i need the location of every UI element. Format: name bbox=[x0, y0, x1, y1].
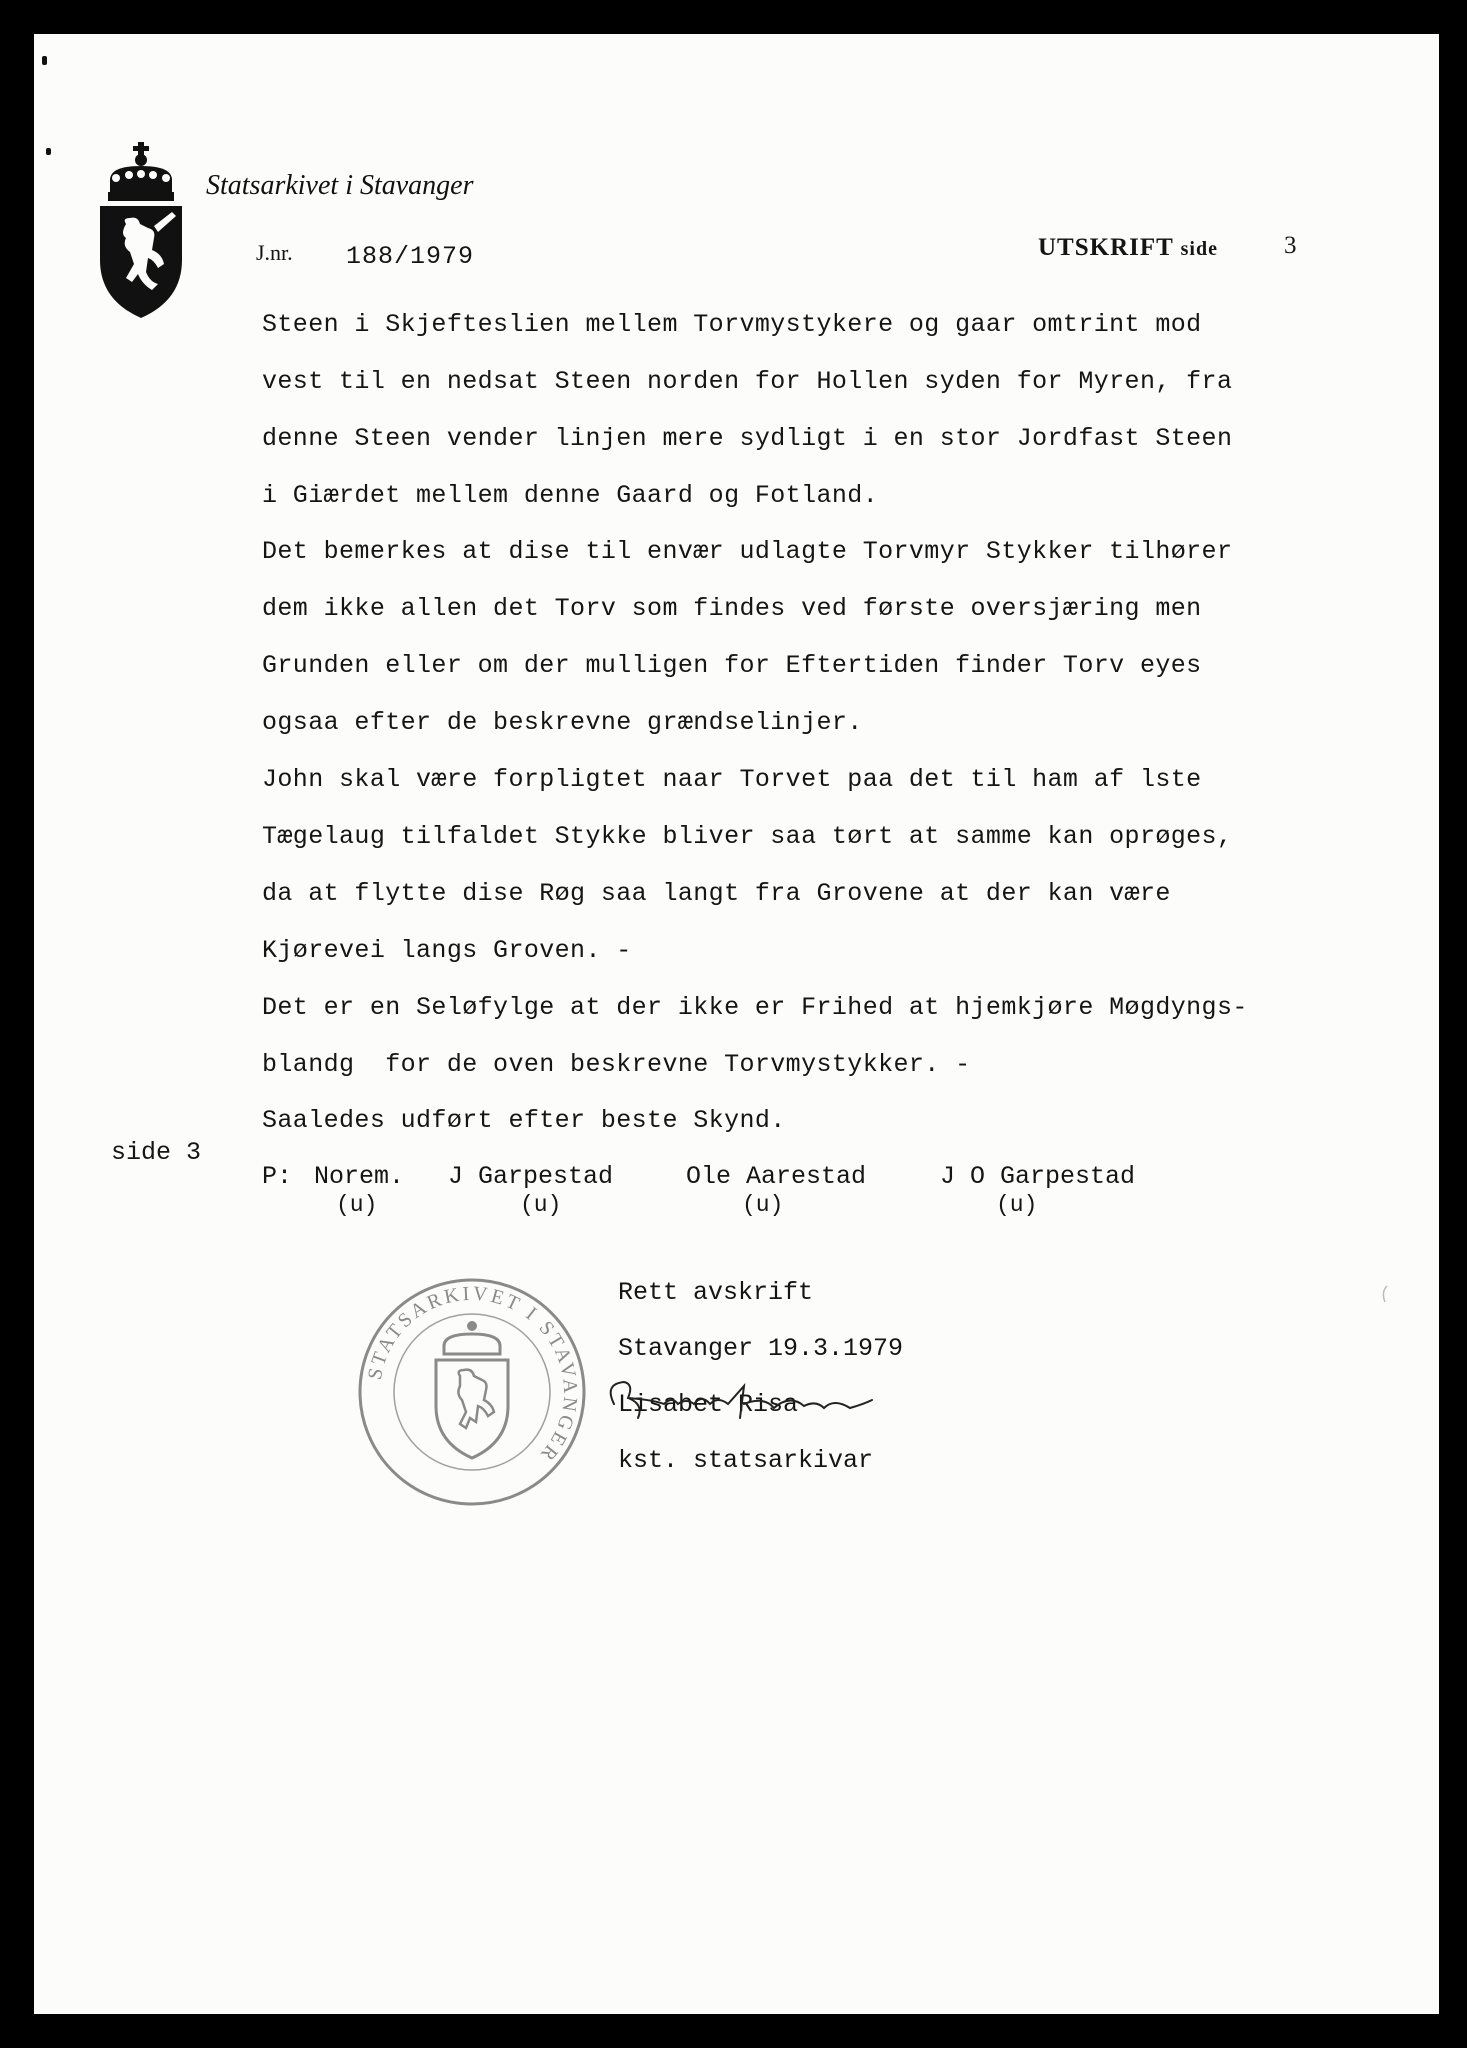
body-line: Kjørevei langs Groven. - bbox=[262, 936, 632, 965]
certification-title-role: kst. statsarkivar bbox=[618, 1446, 874, 1475]
handwritten-signature bbox=[594, 1374, 894, 1434]
body-line: John skal være forpligtet naar Torvet paa det til ham af lste bbox=[262, 765, 1202, 794]
body-line: Grunden eller om der mulligen for Eftertiden finder Torv eyes bbox=[262, 651, 1202, 680]
seal-text: STATSARKIVET I STAVANGER bbox=[363, 1282, 582, 1468]
edge-mark bbox=[1379, 1284, 1389, 1304]
body-line: ogsaa efter de beskrevne grændselinjer. bbox=[262, 708, 863, 737]
signatory-mark: (u) bbox=[996, 1192, 1038, 1218]
signatory-name: J O Garpestad bbox=[940, 1162, 1136, 1191]
body-line: Det bemerkes at dise til envær udlagte Torvmyr Stykker tilhører bbox=[262, 537, 1233, 566]
punch-mark bbox=[42, 56, 47, 65]
signatory-prefix: P: bbox=[262, 1162, 293, 1191]
punch-mark bbox=[46, 148, 51, 155]
body-line: da at flytte dise Røg saa langt fra Grovene at der kan være bbox=[262, 879, 1171, 908]
certification-name: Lisabet Risa bbox=[618, 1390, 799, 1419]
archive-seal-stamp bbox=[352, 1272, 592, 1512]
body-line: denne Steen vender linjen mere sydligt i en stor Jordfast Steen bbox=[262, 424, 1233, 453]
jnr-value: 188/1979 bbox=[346, 242, 475, 271]
certification-title: Rett avskrift bbox=[618, 1278, 814, 1307]
signatory-name: Ole Aarestad bbox=[686, 1162, 867, 1191]
body-line: Det er en Seløfylge at der ikke er Frihed at hjemkjøre Møgdyngs- bbox=[262, 993, 1248, 1022]
coat-of-arms-icon bbox=[92, 142, 192, 322]
body-line: dem ikke allen det Torv som findes ved første oversjæring men bbox=[262, 594, 1202, 623]
certification-place-date: Stavanger 19.3.1979 bbox=[618, 1334, 904, 1363]
document-page bbox=[34, 34, 1439, 2014]
body-line: vest til en nedsat Steen norden for Hollen syden for Myren, fra bbox=[262, 367, 1233, 396]
body-line: blandg for de oven beskrevne Torvmystykker. - bbox=[262, 1050, 971, 1079]
margin-note: side 3 bbox=[111, 1138, 202, 1167]
institution-name: Statsarkivet i Stavanger bbox=[206, 170, 474, 201]
signatory-mark: (u) bbox=[336, 1192, 378, 1218]
body-line: Saaledes udført efter beste Skynd. bbox=[262, 1106, 786, 1135]
signatory-name: J Garpestad bbox=[448, 1162, 614, 1191]
jnr-label: J.nr. bbox=[256, 240, 293, 265]
side-word: side bbox=[1180, 238, 1218, 260]
utskrift-label bbox=[1038, 234, 1218, 262]
body-line: Tægelaug tilfaldet Stykke bliver saa tørt at samme kan oprøges, bbox=[262, 822, 1233, 851]
body-line: i Giærdet mellem denne Gaard og Fotland. bbox=[262, 481, 879, 510]
utskrift-word: UTSKRIFT bbox=[1038, 234, 1174, 261]
page-number: 3 bbox=[1284, 232, 1297, 259]
signatory-name: Norem. bbox=[314, 1162, 405, 1191]
body-line: Steen i Skjefteslien mellem Torvmystykere og gaar omtrint mod bbox=[262, 310, 1202, 339]
signatory-mark: (u) bbox=[742, 1192, 784, 1218]
signatory-mark: (u) bbox=[520, 1192, 562, 1218]
